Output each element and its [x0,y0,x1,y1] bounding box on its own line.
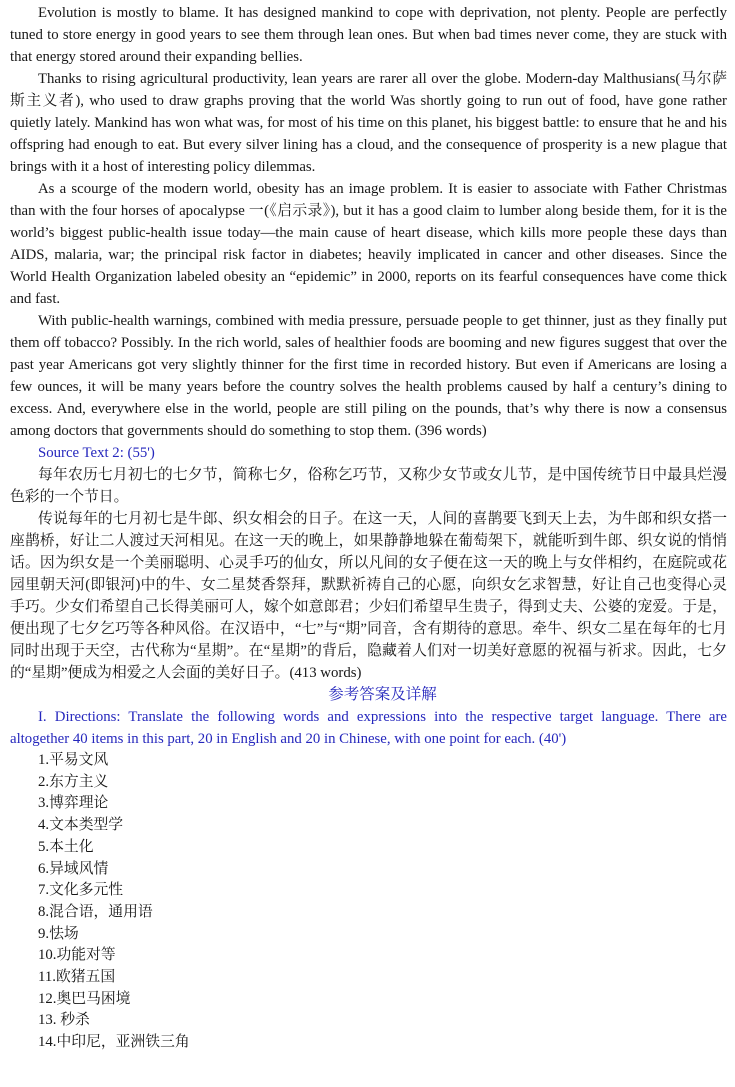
english-paragraph-4: With public-health warnings, combined with media pressure, persuade people to get thinner, just as they finally put them off tobacco? Possibly. In the rich world, sales of healthier foods are booming and new figures suggest that over the past year Americans got very slightly thinner for the first time in recorded history. But even if Americans are losing a few ounces, it will be many years before the country solves the health problems caused by half a century’s dining to excess. And, everywhere else in the world, people are still piling on the pounds, that’s why there is now a consensus among doctors that governments should do something to stop them. (396 words) [10,313,727,439]
english-paragraph-2: Thanks to rising agricultural productivity, lean years are rarer all over the globe. Modern-day Malthusians(马尔萨斯主义者), who used to draw graphs proving that the world Was shortly going to run out of food, have gone rather quietly lately. Mankind has won what was, for most of his time on this planet, his biggest battle: to ensure that he and his offspring had enough to eat. But every silver lining has a cloud, and the consequence of prosperity is a new plague that brings with it a host of interesting policy dilemmas. [10,71,727,175]
english-paragraph-3: As a scourge of the modern world, obesity has an image problem. It is easier to associate with Father Christmas than with the four horses of apocalypse 一(《启示录》), but it has a good claim to lumber along beside them, for it is the world’s biggest public-health issue today—the main cause of heart disease, which kills more people these days than AIDS, malaria, war; the principal risk factor in diabetes; heavily implicated in cancer and other diseases. Since the World Health Organization labeled obesity an “epidemic” in 2000, reports on its fearful consequences have come thick and fast. [10,181,727,307]
english-paragraph-1: Evolution is mostly to blame. It has designed mankind to cope with deprivation, not plenty. People are perfectly tuned to store energy in good years to see them through lean ones. But when bad times never come, they are stuck with that energy stored around their expanding bellies. [10,5,727,65]
answer-item: 9.怯场 [38,925,79,942]
directions-text: I. Directions: Translate the following words and expressions into the respective target language. There are altogether 40 items in this part, 20 in English and 20 in Chinese, with one point for each. (40') [10,709,727,747]
answer-item: 6.异域风情 [38,860,109,877]
answer-item: 1.平易文风 [38,752,109,768]
english-passage [10,2,727,442]
answer-key [10,684,727,1054]
source-text-2-heading: Source Text 2: (55') [38,445,155,461]
answer-item: 14.中印尼，亚洲铁三角 [38,1034,190,1051]
answer-item: 5.本土化 [38,838,94,855]
answer-item: 11.欧猪五国 [38,969,116,986]
chinese-paragraph-2: 传说每年的七月初七是牛郎、织女相会的日子。在这一天，人间的喜鹊要飞到天上去，为牛郎和织女搭一座鹊桥，好让二人渡过天河相见。在这一天的晚上，如果静静地躲在葡萄架下，就能听到牛郎、织女说的悄悄话。因为织女是一个美丽聪明、心灵手巧的仙女，所以凡间的女子便在这一天的晚上与女伴相约，在庭院或花园里朝天河(即银河)中的牛、女二星焚香祭拜，默默祈祷自己的心愿，向织女乞求智慧，好让自己也变得心灵手巧。少女们希望自己长得美丽可人，嫁个如意郎君；少妇们希望早生贵子，得到丈夫、公婆的宠爱。于是，便出现了七夕乞巧等各种风俗。在汉语中，“七”与“期”同音，含有期待的意思。牵牛、织女二星在每年的七月同时出现于天空，古代称为“星期”。在“星期”的背后，隐藏着人们对一切美好意愿的祝福与祈求。因此，七夕的“星期”便成为相爱之人会面的美好日子。(413 words) [10,511,727,681]
answer-item: 3.博弈理论 [38,795,109,812]
answer-items-list [10,750,727,1054]
answer-item: 7.文化多元性 [38,882,124,899]
answer-item: 4.文本类型学 [38,817,124,834]
answer-item: 12.奥巴马困境 [38,990,131,1007]
answer-item: 10.功能对等 [38,947,116,964]
source-text-2 [10,442,727,684]
answer-item: 13. 秒杀 [38,1012,90,1029]
chinese-paragraph-1: 每年农历七月初七的七夕节，简称七夕，俗称乞巧节，又称少女节或女儿节，是中国传统节日中最具烂漫色彩的一个节日。 [10,467,727,505]
answer-item: 8.混合语，通用语 [38,903,153,920]
answer-key-heading: 参考答案及详解 [328,686,437,703]
answer-item: 2.东方主义 [38,773,109,790]
